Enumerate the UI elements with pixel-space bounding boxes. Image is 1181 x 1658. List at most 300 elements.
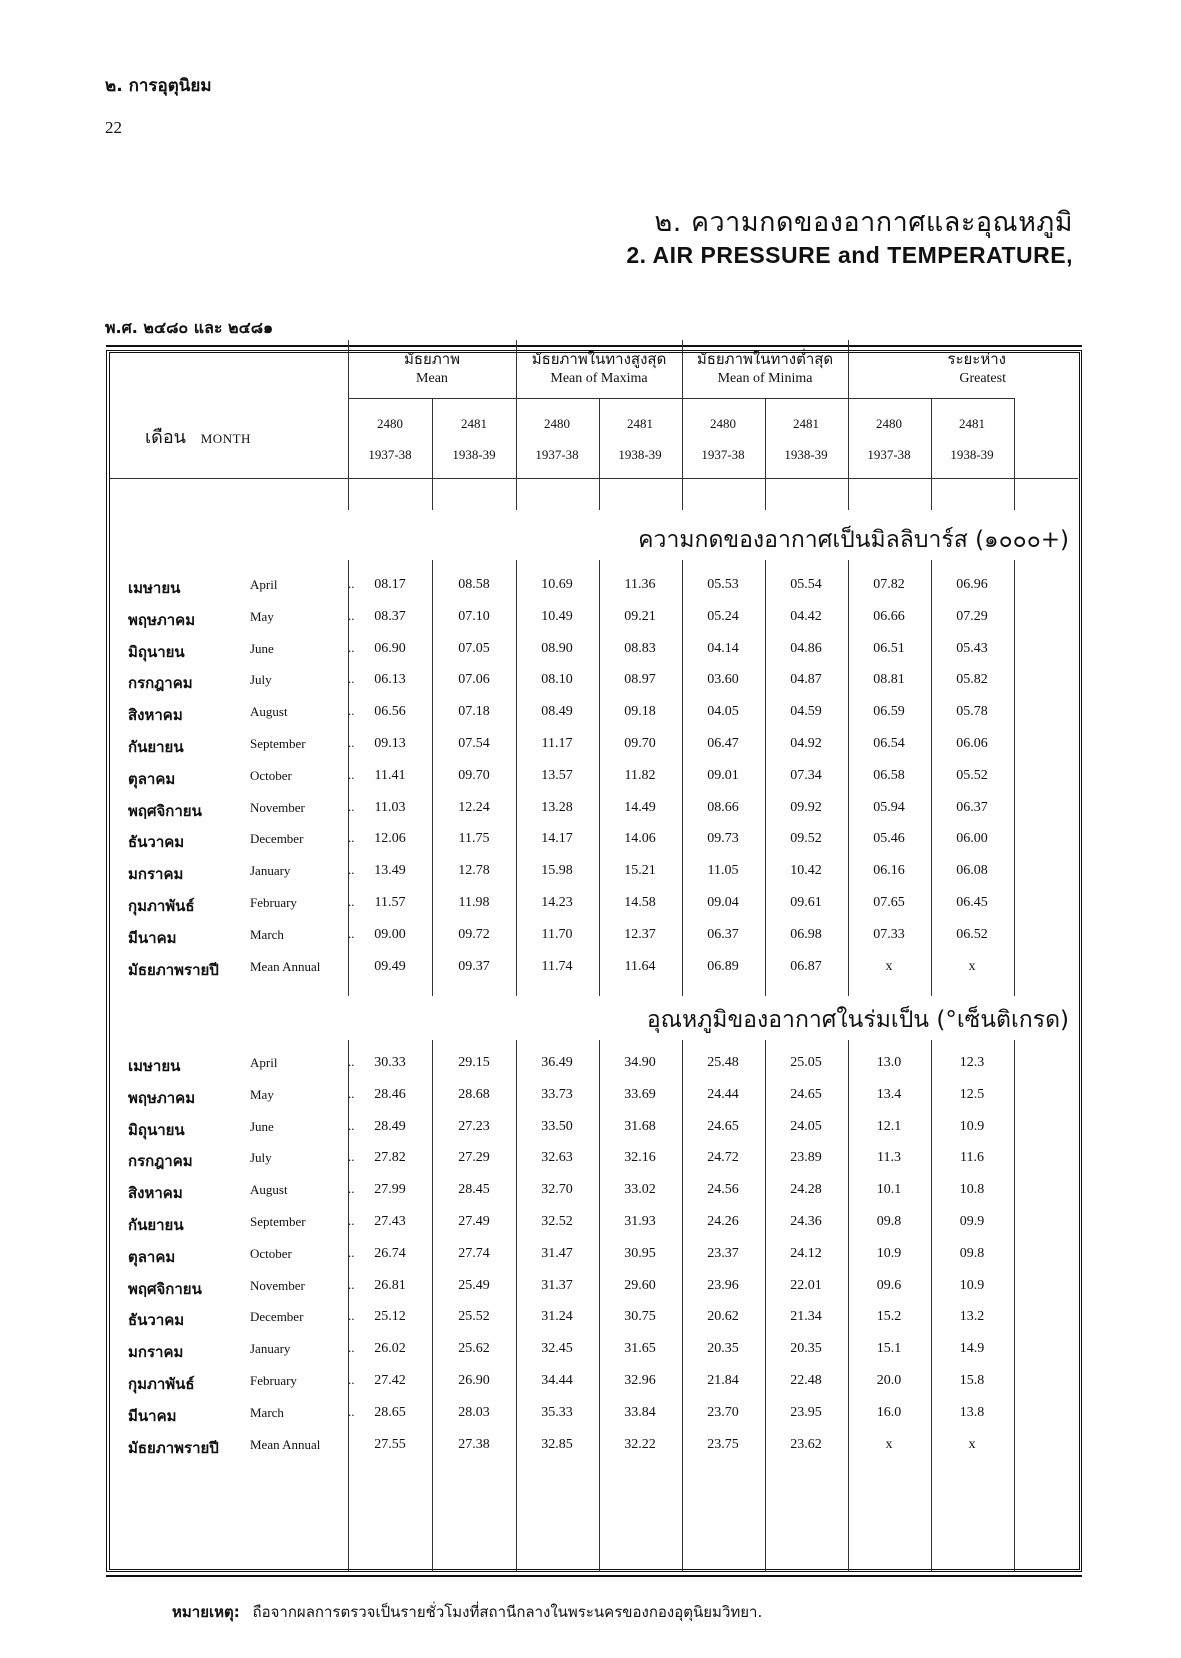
table-cell: 10.42 bbox=[790, 863, 822, 879]
table-cell: 33.02 bbox=[624, 1182, 656, 1198]
table-cell: 12.5 bbox=[959, 1086, 985, 1102]
year-column-header bbox=[346, 414, 434, 464]
table-cell: 06.98 bbox=[790, 926, 822, 942]
month-thai: มีนาคม bbox=[128, 928, 177, 947]
table-cell: 22.48 bbox=[790, 1373, 822, 1388]
column-group-english: Mean bbox=[416, 371, 448, 386]
table-cell: 28.65 bbox=[374, 1404, 406, 1420]
month-thai: กันยายน bbox=[128, 1216, 184, 1234]
year-ad: 1937-38 bbox=[867, 447, 911, 462]
month-thai: ธันวาคม bbox=[128, 1311, 185, 1330]
table-cell: 06.58 bbox=[873, 767, 905, 783]
section-title: อุณหภูมิของอากาศในร่มเป็น (°เซ็นติเกรด) bbox=[646, 1007, 1069, 1033]
table-cell: 32.45 bbox=[541, 1341, 573, 1357]
table-cell: 11.57 bbox=[374, 895, 406, 910]
month-thai: ธันวาคม bbox=[128, 833, 185, 852]
month-thai: กรกฎาคม bbox=[128, 1152, 193, 1171]
table-cell: 08.66 bbox=[707, 799, 739, 815]
table-cell: 12.37 bbox=[624, 926, 656, 942]
table-cell: 31.93 bbox=[624, 1214, 656, 1229]
table-cell: 04.86 bbox=[790, 640, 822, 656]
table-cell: 32.52 bbox=[541, 1214, 573, 1229]
table-cell: 23.62 bbox=[790, 1436, 822, 1452]
table-cell: 09.6 bbox=[876, 1277, 902, 1293]
table-cell: 29.60 bbox=[624, 1277, 656, 1293]
year-spacer bbox=[430, 433, 518, 445]
table-cell: 05.94 bbox=[873, 799, 905, 815]
table-cell: 26.90 bbox=[458, 1373, 490, 1388]
year-spacer bbox=[762, 433, 850, 445]
table-cell: 27.82 bbox=[374, 1150, 406, 1166]
table-cell: 07.29 bbox=[956, 608, 988, 624]
table-cell: 28.45 bbox=[458, 1182, 490, 1198]
month-english: October bbox=[250, 1245, 292, 1261]
table-cell: 06.96 bbox=[956, 577, 988, 592]
table-cell: 06.45 bbox=[956, 895, 988, 910]
table-cell: 08.10 bbox=[541, 672, 573, 688]
table-cell: 15.1 bbox=[876, 1341, 902, 1357]
table-cell: 08.97 bbox=[624, 672, 656, 688]
leader-dots: .. bbox=[348, 1213, 355, 1228]
year-spacer bbox=[346, 433, 434, 445]
month-english: April bbox=[250, 577, 278, 592]
month-thai: มัธยภาพรายปี bbox=[128, 1438, 219, 1457]
month-thai: มิถุนายน bbox=[128, 642, 185, 661]
leader-dots: .. bbox=[348, 862, 355, 878]
leader-dots: .. bbox=[348, 1372, 355, 1387]
month-thai: มีนาคม bbox=[128, 1406, 177, 1425]
table-cell: 13.28 bbox=[541, 799, 573, 815]
table-cell: 06.52 bbox=[956, 926, 988, 942]
table-cell: 05.54 bbox=[790, 577, 822, 592]
table-cell: 25.05 bbox=[790, 1055, 822, 1070]
table-cell: 07.18 bbox=[458, 704, 490, 720]
table-cell: 26.02 bbox=[374, 1341, 406, 1357]
table-cell: 04.59 bbox=[790, 704, 822, 720]
table-cell: x bbox=[968, 958, 976, 974]
title-english: 2. AIR PRESSURE and TEMPERATURE, bbox=[626, 242, 1073, 268]
month-thai: พฤษภาคม bbox=[128, 610, 196, 629]
month-english: May bbox=[250, 608, 274, 624]
year-be: 2481 bbox=[959, 416, 985, 431]
table-cell: 13.49 bbox=[374, 863, 406, 879]
table-cell: 14.23 bbox=[541, 895, 573, 910]
table-cell: 06.51 bbox=[873, 640, 905, 656]
year-be: 2480 bbox=[377, 416, 403, 431]
table-cell: 09.18 bbox=[624, 704, 656, 720]
table-cell: 07.34 bbox=[790, 767, 822, 783]
table-cell: 30.95 bbox=[624, 1245, 656, 1261]
leader-dots: .. bbox=[348, 1085, 355, 1101]
leader-dots: .. bbox=[348, 766, 355, 782]
leader-dots: .. bbox=[348, 830, 355, 846]
footnote bbox=[172, 1600, 762, 1624]
month-english: April bbox=[250, 1055, 278, 1070]
table-row bbox=[112, 1080, 1074, 1113]
table-row bbox=[112, 1302, 1074, 1335]
table-cell: 31.47 bbox=[541, 1245, 573, 1261]
month-english: August bbox=[250, 1182, 288, 1198]
table-cell: 08.81 bbox=[873, 672, 905, 688]
table-cell: 14.58 bbox=[624, 895, 656, 910]
year-ad: 1937-38 bbox=[701, 447, 745, 462]
table-cell: 09.52 bbox=[790, 831, 822, 847]
month-english: January bbox=[250, 863, 291, 879]
month-english: June bbox=[250, 640, 274, 656]
year-be: 2480 bbox=[876, 416, 902, 431]
table-cell: 28.68 bbox=[458, 1086, 490, 1102]
year-ad: 1938-39 bbox=[784, 447, 828, 462]
table-cell: 26.74 bbox=[374, 1245, 406, 1261]
year-spacer bbox=[679, 433, 767, 445]
column-group-header bbox=[348, 350, 516, 388]
table-cell: 24.26 bbox=[707, 1214, 739, 1229]
table-cell: 06.00 bbox=[956, 831, 988, 847]
table-cell: 30.33 bbox=[374, 1055, 406, 1070]
table-cell: 32.63 bbox=[541, 1150, 573, 1166]
table-cell: 06.08 bbox=[956, 863, 988, 879]
title-thai: ๒. ความกดของอากาศและอุณหภูมิ bbox=[654, 207, 1073, 238]
table-cell: 25.48 bbox=[707, 1055, 739, 1070]
table-cell: 12.1 bbox=[876, 1118, 902, 1134]
table-cell: 11.70 bbox=[541, 926, 573, 942]
leader-dots: .. bbox=[348, 1276, 355, 1292]
table-cell: 10.9 bbox=[959, 1118, 985, 1134]
table-cell: 25.12 bbox=[374, 1309, 406, 1325]
table-cell: 24.05 bbox=[790, 1118, 822, 1134]
table-row bbox=[112, 729, 1074, 762]
table-cell: 28.46 bbox=[374, 1086, 406, 1102]
year-ad: 1938-39 bbox=[618, 447, 662, 462]
year-column-header bbox=[679, 414, 767, 464]
table-cell: 07.05 bbox=[458, 640, 490, 656]
table-cell: 14.9 bbox=[959, 1341, 985, 1357]
table-cell: 34.44 bbox=[541, 1373, 573, 1388]
table-cell: 24.12 bbox=[790, 1245, 822, 1261]
year-column-header bbox=[845, 414, 933, 464]
table-cell: 07.06 bbox=[458, 672, 490, 688]
table-cell: 07.10 bbox=[458, 608, 490, 624]
table-cell: 28.49 bbox=[374, 1118, 406, 1134]
table-cell: 07.65 bbox=[873, 895, 905, 910]
year-be: 2481 bbox=[627, 416, 653, 431]
table-cell: 08.17 bbox=[374, 577, 406, 592]
table-cell: 15.21 bbox=[624, 863, 656, 879]
table-cell: 24.65 bbox=[707, 1118, 739, 1134]
table-cell: 27.55 bbox=[374, 1436, 406, 1452]
table-cell: 31.37 bbox=[541, 1277, 573, 1293]
table-row bbox=[112, 920, 1074, 953]
month-english: May bbox=[250, 1086, 274, 1102]
column-group-english: Mean of Maxima bbox=[550, 371, 648, 386]
table-row bbox=[112, 634, 1074, 667]
table-cell: 28.03 bbox=[458, 1404, 490, 1420]
table-cell: 06.56 bbox=[374, 704, 406, 720]
table-cell: 22.01 bbox=[790, 1277, 822, 1293]
table-row bbox=[112, 1143, 1074, 1176]
year-ad: 1937-38 bbox=[535, 447, 579, 462]
table-cell: 11.05 bbox=[707, 863, 739, 879]
year-be: 2480 bbox=[710, 416, 736, 431]
table-cell: 24.65 bbox=[790, 1086, 822, 1102]
table-cell: 13.57 bbox=[541, 767, 573, 783]
table-cell: 14.49 bbox=[624, 799, 656, 815]
leader-dots: .. bbox=[348, 798, 355, 814]
month-thai: มัธยภาพรายปี bbox=[128, 960, 219, 979]
table-cell: 08.58 bbox=[458, 577, 490, 592]
year-spacer bbox=[845, 433, 933, 445]
table-cell: 14.17 bbox=[541, 831, 573, 847]
table-cell: 12.78 bbox=[458, 863, 490, 879]
table-cell: 25.52 bbox=[458, 1309, 490, 1325]
table-cell: 27.43 bbox=[374, 1214, 406, 1229]
table-cell: x bbox=[885, 958, 893, 974]
table-row bbox=[112, 1239, 1074, 1272]
table-cell: 05.78 bbox=[956, 704, 988, 720]
table-cell: 12.24 bbox=[458, 799, 490, 815]
table-row bbox=[112, 665, 1074, 698]
month-thai: พฤศจิกายน bbox=[128, 1279, 202, 1298]
table-cell: 06.66 bbox=[873, 608, 905, 624]
month-english: Mean Annual bbox=[250, 1436, 321, 1452]
month-thai: ตุลาคม bbox=[128, 1247, 176, 1266]
table-cell: 27.29 bbox=[458, 1150, 490, 1166]
table-cell: 10.69 bbox=[541, 577, 573, 592]
table-cell: 31.68 bbox=[624, 1118, 656, 1134]
month-english: October bbox=[250, 767, 292, 783]
table-cell: 23.96 bbox=[707, 1277, 739, 1293]
leader-dots: .. bbox=[348, 735, 355, 750]
year-column-header bbox=[430, 414, 518, 464]
month-english: February bbox=[250, 1373, 297, 1388]
column-group-thai: ระยะห่าง bbox=[947, 350, 1006, 368]
table-cell: 09.21 bbox=[624, 608, 656, 624]
month-thai: กุมภาพันธ์ bbox=[128, 1375, 195, 1393]
table-cell: 03.60 bbox=[707, 672, 739, 688]
table-cell: 21.34 bbox=[790, 1309, 822, 1325]
table-row bbox=[112, 1398, 1074, 1431]
table-cell: 27.23 bbox=[458, 1118, 490, 1134]
table-cell: 11.03 bbox=[374, 799, 406, 815]
table-cell: 11.3 bbox=[877, 1150, 901, 1166]
table-cell: 06.37 bbox=[956, 799, 988, 815]
table-cell: 06.54 bbox=[873, 736, 905, 751]
leader-dots: .. bbox=[348, 1340, 355, 1356]
table-cell: 13.2 bbox=[959, 1309, 985, 1325]
month-header bbox=[145, 422, 251, 451]
table-cell: 11.64 bbox=[624, 958, 656, 974]
column-group-thai: มัธยภาพในทางสูงสุด bbox=[531, 350, 667, 368]
table-cell: 10.9 bbox=[959, 1277, 985, 1293]
table-cell: 27.74 bbox=[458, 1245, 490, 1261]
table-cell: 06.37 bbox=[707, 926, 739, 942]
table-row bbox=[112, 697, 1074, 730]
table-cell: 11.17 bbox=[541, 736, 573, 751]
table-cell: 07.33 bbox=[873, 926, 905, 942]
page-header-thai: ๒. การอุตุนิยม bbox=[105, 76, 212, 96]
leader-dots: .. bbox=[348, 1181, 355, 1197]
year-ad: 1937-38 bbox=[368, 447, 412, 462]
table-cell: 05.24 bbox=[707, 608, 739, 624]
month-thai: กรกฎาคม bbox=[128, 674, 193, 693]
column-group-header bbox=[516, 350, 682, 388]
month-thai: สิงหาคม bbox=[128, 1184, 183, 1203]
table-cell: 09.70 bbox=[624, 736, 656, 751]
month-thai: สิงหาคม bbox=[128, 706, 183, 725]
table-cell: 15.2 bbox=[876, 1309, 902, 1325]
table-cell: 05.53 bbox=[707, 577, 739, 592]
table-row bbox=[112, 1271, 1074, 1304]
month-english: January bbox=[250, 1341, 291, 1357]
table-cell: 26.81 bbox=[374, 1277, 406, 1293]
table-cell: 08.83 bbox=[624, 640, 656, 656]
table-cell: 27.42 bbox=[374, 1373, 406, 1388]
table-row bbox=[112, 570, 1074, 603]
table-cell: x bbox=[968, 1436, 976, 1452]
month-english: July bbox=[250, 672, 272, 688]
section-title: ความกดของอากาศเป็นมิลลิบาร์ส (๑๐๐๐+) bbox=[638, 527, 1069, 553]
header-rule bbox=[110, 478, 1078, 479]
table-cell: 06.06 bbox=[956, 736, 988, 751]
leader-dots: .. bbox=[348, 1054, 355, 1069]
table-cell: 31.65 bbox=[624, 1341, 656, 1357]
month-english: March bbox=[250, 926, 284, 942]
year-ad: 1938-39 bbox=[452, 447, 496, 462]
month-thai: กันยายน bbox=[128, 738, 184, 756]
table-cell: 09.04 bbox=[707, 895, 739, 910]
table-frame-top-rule bbox=[106, 345, 1082, 347]
table-cell: 32.22 bbox=[624, 1436, 656, 1452]
month-english: August bbox=[250, 704, 288, 720]
table-cell: 23.37 bbox=[707, 1245, 739, 1261]
table-cell: x bbox=[885, 1436, 893, 1452]
header-rule bbox=[348, 398, 1014, 399]
leader-dots: .. bbox=[348, 894, 355, 909]
table-row bbox=[112, 1366, 1074, 1399]
year-column-header bbox=[762, 414, 850, 464]
month-thai: มกราคม bbox=[128, 865, 184, 884]
table-cell: 08.37 bbox=[374, 608, 406, 624]
table-cell: 20.35 bbox=[790, 1341, 822, 1357]
table-cell: 15.8 bbox=[959, 1373, 985, 1388]
table-cell: 09.92 bbox=[790, 799, 822, 815]
table-cell: 11.36 bbox=[624, 577, 656, 592]
month-english: September bbox=[250, 736, 306, 751]
leader-dots: .. bbox=[348, 1403, 355, 1419]
year-label: พ.ศ. ๒๔๘๐ และ ๒๔๘๑ bbox=[105, 318, 274, 337]
table-cell: 34.90 bbox=[624, 1055, 656, 1070]
table-row bbox=[112, 856, 1074, 889]
table-cell: 33.50 bbox=[541, 1118, 573, 1134]
table-cell: 32.96 bbox=[624, 1373, 656, 1388]
table-cell: 10.9 bbox=[876, 1245, 902, 1261]
table-cell: 13.0 bbox=[876, 1055, 902, 1070]
table-cell: 04.87 bbox=[790, 672, 822, 688]
table-cell: 24.72 bbox=[707, 1150, 739, 1166]
month-english: July bbox=[250, 1150, 272, 1166]
column-group-english: Greatest bbox=[959, 371, 1006, 386]
column-group-thai: มัธยภาพ bbox=[403, 350, 461, 368]
table-cell: 12.3 bbox=[959, 1055, 985, 1070]
table-row bbox=[112, 1048, 1074, 1081]
column-group-english: Mean of Minima bbox=[717, 371, 813, 386]
table-cell: 14.06 bbox=[624, 831, 656, 847]
leader-dots: .. bbox=[348, 607, 355, 623]
table-cell: 11.75 bbox=[458, 831, 490, 847]
table-cell: 11.74 bbox=[541, 958, 573, 974]
column-group-thai: มัธยภาพในทางต่ำสุด bbox=[696, 350, 834, 368]
table-cell: 30.75 bbox=[624, 1309, 656, 1325]
table-cell: 31.24 bbox=[541, 1309, 573, 1325]
month-thai: ตุลาคม bbox=[128, 769, 176, 788]
table-cell: 09.70 bbox=[458, 767, 490, 783]
table-cell: 06.90 bbox=[374, 640, 406, 656]
page-number: 22 bbox=[105, 118, 122, 137]
leader-dots: .. bbox=[348, 1117, 355, 1133]
month-english: December bbox=[250, 1309, 304, 1325]
table-cell: 10.8 bbox=[959, 1182, 985, 1198]
table-cell: 24.36 bbox=[790, 1214, 822, 1229]
table-cell: 08.49 bbox=[541, 704, 573, 720]
table-cell: 06.59 bbox=[873, 704, 905, 720]
table-cell: 27.49 bbox=[458, 1214, 490, 1229]
year-ad: 1938-39 bbox=[950, 447, 994, 462]
table-cell: 16.0 bbox=[876, 1404, 902, 1420]
column-group-header bbox=[682, 350, 848, 388]
table-row bbox=[112, 1334, 1074, 1367]
table-cell: 24.56 bbox=[707, 1182, 739, 1198]
table-cell: 09.00 bbox=[374, 926, 406, 942]
year-column-header bbox=[513, 414, 601, 464]
table-cell: 13.8 bbox=[959, 1404, 985, 1420]
table-cell: 36.49 bbox=[541, 1055, 573, 1070]
table-cell: 09.73 bbox=[707, 831, 739, 847]
table-cell: 10.49 bbox=[541, 608, 573, 624]
table-cell: 10.1 bbox=[876, 1182, 902, 1198]
leader-dots: .. bbox=[348, 1149, 355, 1165]
table-cell: 23.70 bbox=[707, 1404, 739, 1420]
month-thai: พฤศจิกายน bbox=[128, 801, 202, 820]
table-cell: 05.52 bbox=[956, 767, 988, 783]
footnote-label: หมายเหตุ: bbox=[172, 1603, 240, 1621]
table-cell: 27.99 bbox=[374, 1182, 406, 1198]
month-thai: เมษายน bbox=[128, 579, 181, 597]
month-english: February bbox=[250, 895, 297, 910]
table-cell: 09.8 bbox=[959, 1245, 985, 1261]
table-cell: 09.01 bbox=[707, 767, 739, 783]
table-cell: 09.8 bbox=[876, 1214, 902, 1229]
table-cell: 23.95 bbox=[790, 1404, 822, 1420]
year-spacer bbox=[513, 433, 601, 445]
month-thai: เมษายน bbox=[128, 1057, 181, 1075]
month-english: November bbox=[250, 1277, 305, 1293]
table-cell: 24.44 bbox=[707, 1086, 739, 1102]
table-cell: 06.16 bbox=[873, 863, 905, 879]
year-column-header bbox=[928, 414, 1016, 464]
month-thai: มกราคม bbox=[128, 1343, 184, 1362]
month-english: March bbox=[250, 1404, 284, 1420]
table-cell: 06.47 bbox=[707, 736, 739, 751]
table-cell: 08.90 bbox=[541, 640, 573, 656]
table-cell: 11.98 bbox=[458, 895, 490, 910]
month-english: December bbox=[250, 831, 304, 847]
year-spacer bbox=[596, 433, 684, 445]
month-english: June bbox=[250, 1118, 274, 1134]
table-row bbox=[112, 793, 1074, 826]
table-cell: 04.92 bbox=[790, 736, 822, 751]
table-cell: 11.6 bbox=[960, 1150, 984, 1166]
table-row bbox=[112, 761, 1074, 794]
